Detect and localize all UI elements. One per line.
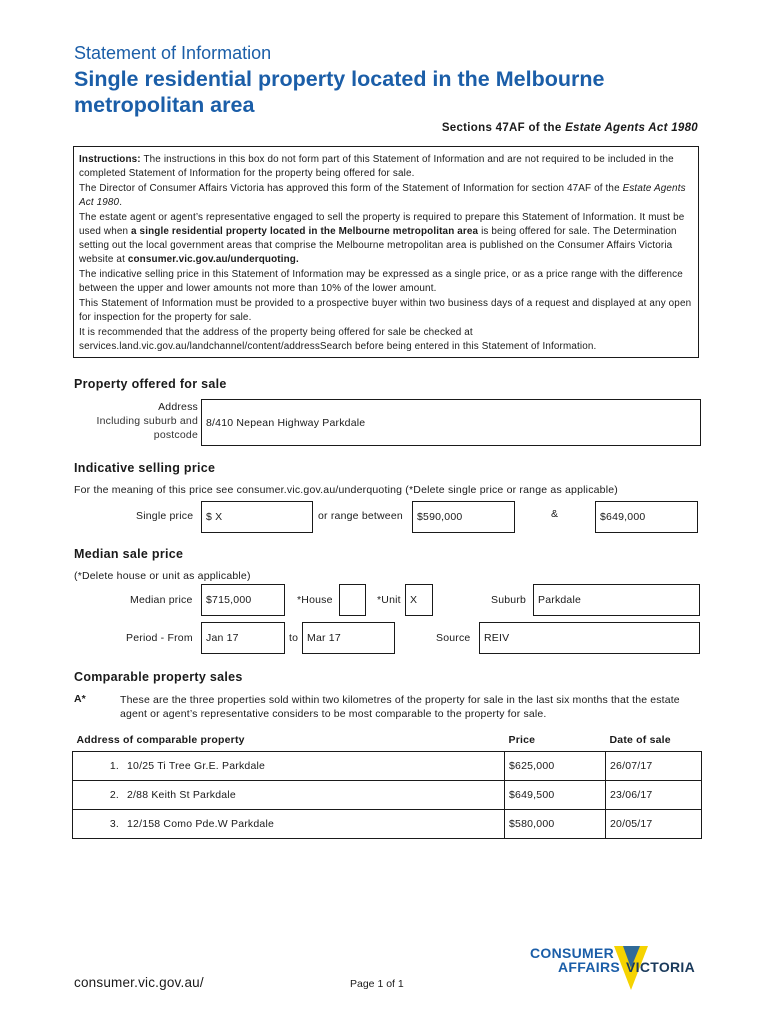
comparable-price-cell[interactable]: $625,000 [505,752,606,781]
indicative-price-note: For the meaning of this price see consumer.vic.gov.au/underquoting (*Delete single price or range as applicable) [74,484,618,496]
unit-field[interactable]: X [405,584,433,616]
instructions-paragraph-5: This Statement of Information must be provided to a prospective buyer within two business days of a request and displayed at any open for inspection for the property for sale. [79,298,692,323]
column-header-date: Date of sale [609,734,671,746]
median-price-field[interactable]: $715,000 [201,584,285,616]
comparable-sales-table [72,729,702,839]
house-label: *House [297,594,333,606]
range-label: or range between [318,510,403,522]
logo-word-affairs: AFFAIRS [558,959,620,975]
logo-word-consumer: CONSUMER [530,945,615,961]
option-a-description: These are the three properties sold within two kilometres of the property for sale in the last six months that the estate agent or agent’s representative considers to be most comparable to the property for sale. [120,694,680,720]
period-to-field[interactable]: Mar 17 [302,622,395,654]
source-field[interactable]: REIV [479,622,700,654]
legislation-reference: Sections 47AF of the Estate Agents Act 1980 [441,122,698,134]
address-field[interactable]: 8/410 Nepean Highway Parkdale [201,399,701,446]
single-price-field[interactable]: $ X [201,501,313,533]
suburb-field[interactable]: Parkdale [533,584,700,616]
period-from-label: Period - From [126,632,193,644]
instructions-paragraph-2: The Director of Consumer Affairs Victoria has approved this form of the Statement of Information for section 47AF of the Estate Agents Act 1980. [79,183,686,208]
comparable-date-cell[interactable]: 26/07/17 [606,752,702,781]
column-header-address: Address of comparable property [76,734,245,746]
page-title [74,66,694,118]
column-header-price: Price [508,734,536,746]
table-row [73,752,702,781]
instructions-paragraph-1: Instructions: The instructions in this box do not form part of this Statement of Information and are not required to be included in the completed Statement of Information for the property being offered for sale. [79,154,674,179]
comparable-date-cell[interactable]: 23/06/17 [606,781,702,810]
range-low-field[interactable]: $590,000 [412,501,515,533]
page-title-line1: Single residential property located in the Melbourne [74,67,605,91]
page-number: Page 1 of 1 [350,978,404,990]
instructions-paragraph-4: The indicative selling price in this Statement of Information may be expressed as a single price, or as a price range with the difference between the upper and lower amounts not more than 10% of the lower amount. [79,269,683,294]
median-price-note: (*Delete house or unit as applicable) [74,570,251,582]
table-row [73,810,702,839]
indicative-price-heading: Indicative selling price [74,461,216,475]
comparable-price-cell[interactable]: $649,500 [505,781,606,810]
source-label: Source [436,632,471,644]
footer-website-link[interactable]: consumer.vic.gov.au/ [74,975,204,990]
comparable-address-cell[interactable]: 3. 12/158 Como Pde.W Parkdale [73,810,505,839]
form-pre-title: Statement of Information [74,43,272,63]
comparable-date-cell[interactable]: 20/05/17 [606,810,702,839]
single-price-label: Single price [136,510,194,522]
comparable-address-cell[interactable]: 1. 10/25 Ti Tree Gr.E. Parkdale [73,752,505,781]
table-header-row [73,729,702,752]
period-from-field[interactable]: Jan 17 [201,622,285,654]
property-heading: Property offered for sale [74,377,227,391]
act-name: Estate Agents Act 1980 [565,122,698,134]
median-price-heading: Median sale price [74,547,184,561]
unit-label: *Unit [377,594,401,606]
range-ampersand: & [551,508,559,520]
range-high-field[interactable]: $649,000 [595,501,698,533]
suburb-label: Suburb [491,594,527,606]
comparable-sales-heading: Comparable property sales [74,670,243,684]
instructions-paragraph-6: It is recommended that the address of the property being offered for sale be checked at services.land.vic.gov.au/landchannel/content/addressSearch before being entered in this Statement of Information. [79,327,597,352]
instructions-box [73,146,699,358]
address-label: Address Including suburb and postcode [96,401,198,441]
period-to-label: to [289,632,299,644]
comparable-address-cell[interactable]: 2. 2/88 Keith St Parkdale [73,781,505,810]
house-field[interactable] [339,584,366,616]
consumer-affairs-victoria-logo [528,942,708,994]
option-a-label: A* [74,693,86,705]
page-title-line2: metropolitan area [74,93,255,117]
instructions-paragraph-3: The estate agent or agent’s representative engaged to sell the property is required to prepare this Statement of Information. It must be used when a single residential property located in the Melbourne metropolitan area is being offered for sale. The Determination setting out the local government areas that comprise the Melbourne metropolitan area is published on the Consumer Affairs Victoria website at consumer.vic.gov.au/underquoting. [79,212,685,265]
comparable-price-cell[interactable]: $580,000 [505,810,606,839]
logo-word-victoria: VICTORIA [626,959,696,975]
table-row [73,781,702,810]
median-price-label: Median price [130,594,193,606]
